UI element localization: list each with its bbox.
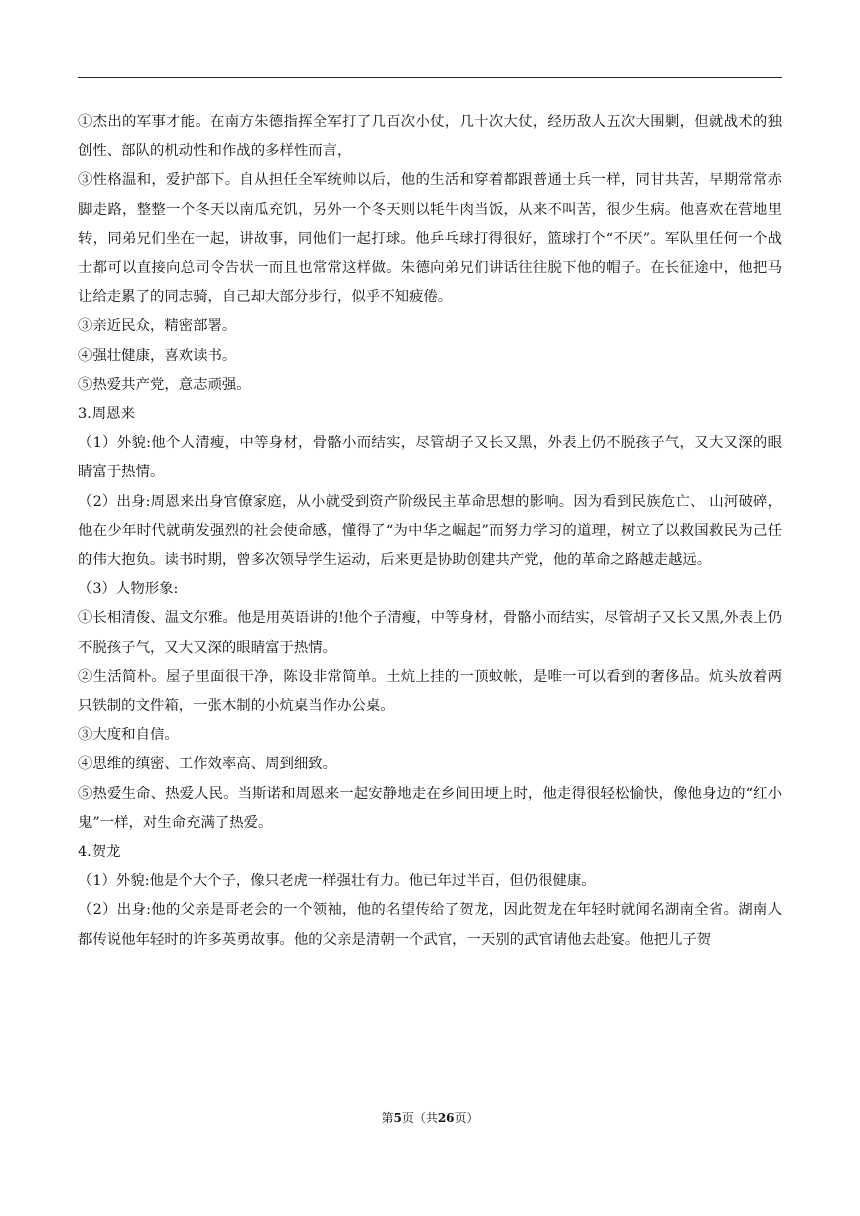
footer-middle: 页（共 (401, 1111, 438, 1125)
paragraph: ③性格温和，爱护部下。自从担任全军统帅以后，他的生活和穿着都跟普通士兵一样，同甘共苦，早期常常赤脚走路，整整一个冬天以南瓜充饥，另外一个冬天则以牦牛肉当饭，从来不叫苦，很少生病。他喜欢在营地里转，同弟兄们坐在一起，讲故事，同他们一起打球。他乒乓球打得很好，篮球打个“不厌”。军队里任何一个战士都可以直接向总司令告状一而且也常常这样做。朱德向弟兄们讲话往往脱下他的帽子。在长征途中，他把马让给走累了的同志骑，自己却大部分步行，似乎不知疲倦。 (78, 172, 782, 306)
paragraph: ④强壮健康，喜欢读书。 (78, 347, 237, 364)
paragraph: ①杰出的军事才能。在南方朱德指挥全军打了几百次小仗，几十次大仗，经历敌人五次大围剿，但就战术的独创性、部队的机动性和作战的多样性而言， (78, 114, 782, 160)
footer-prefix: 第 (381, 1111, 394, 1125)
section-heading: 4.贺龙 (78, 844, 121, 861)
paragraph: （2）出身:他的父亲是哥老会的一个领袖，他的名望传给了贺龙，因此贺龙在年轻时就闻名湖南全省。湖南人都传说他年轻时的许多英勇故事。他的父亲是清朝一个武官，一天别的武官请他去赴宴。他把儿子贺 (78, 902, 782, 948)
paragraph: （1）外貌:他个人清瘦，中等身材，骨骼小而结实，尽管胡子又长又黑，外表上仍不脱孩子气，又大又深的眼睛富于热情。 (78, 435, 782, 481)
page-footer (0, 1110, 860, 1126)
paragraph: ①长相清俊、温文尔雅。他是用英语讲的!他个子清瘦，中等身材，骨骼小而结实，尽管胡子又长又黑,外表上仍不脱孩子气，又大又深的眼睛富于热情。 (78, 610, 782, 656)
document-body (78, 108, 782, 955)
paragraph: ③亲近民众，精密部署。 (78, 318, 237, 335)
paragraph: （1）外貌:他是个大个子，像只老虎一样强壮有力。他已年过半百，但仍很健康。 (78, 873, 596, 890)
paragraph: ④思维的缜密、工作效率高、周到细致。 (78, 756, 338, 773)
paragraph: ②生活简朴。屋子里面很干净，陈设非常简单。土炕上挂的一顶蚊帐，是唯一可以看到的奢侈品。炕头放着两只铁制的文件箱，一张木制的小炕桌当作办公桌。 (78, 668, 782, 715)
paragraph: ⑤热爱生命、热爱人民。当斯诺和周恩来一起安静地走在乡间田埂上时，他走得很轻松愉快，像他身边的“红小鬼”一样，对生命充满了热爱。 (78, 785, 782, 831)
header-rule (78, 77, 782, 78)
paragraph: （3）人物形象: (78, 581, 179, 598)
paragraph: ③大度和自信。 (78, 727, 179, 744)
paragraph: ⑤热爱共产党，意志顽强。 (78, 376, 251, 393)
footer-suffix: 页） (454, 1111, 479, 1125)
total-pages: 26 (437, 1111, 455, 1125)
page-number: 5 (393, 1111, 402, 1125)
section-heading: 3.周恩来 (78, 406, 135, 423)
paragraph: （2）出身:周恩来出身官僚家庭，从小就受到资产阶级民主革命思想的影响。因为看到民族危亡、 山河破碎，他在少年时代就萌发强烈的社会使命感，懂得了“为中华之崛起”而努力学习的道理，树立了以救国救民为己任的伟大抱负。读书时期，曾多次领导学生运动，后来更是协助创建共产党，他的革命之路越走越远。 (78, 493, 782, 569)
